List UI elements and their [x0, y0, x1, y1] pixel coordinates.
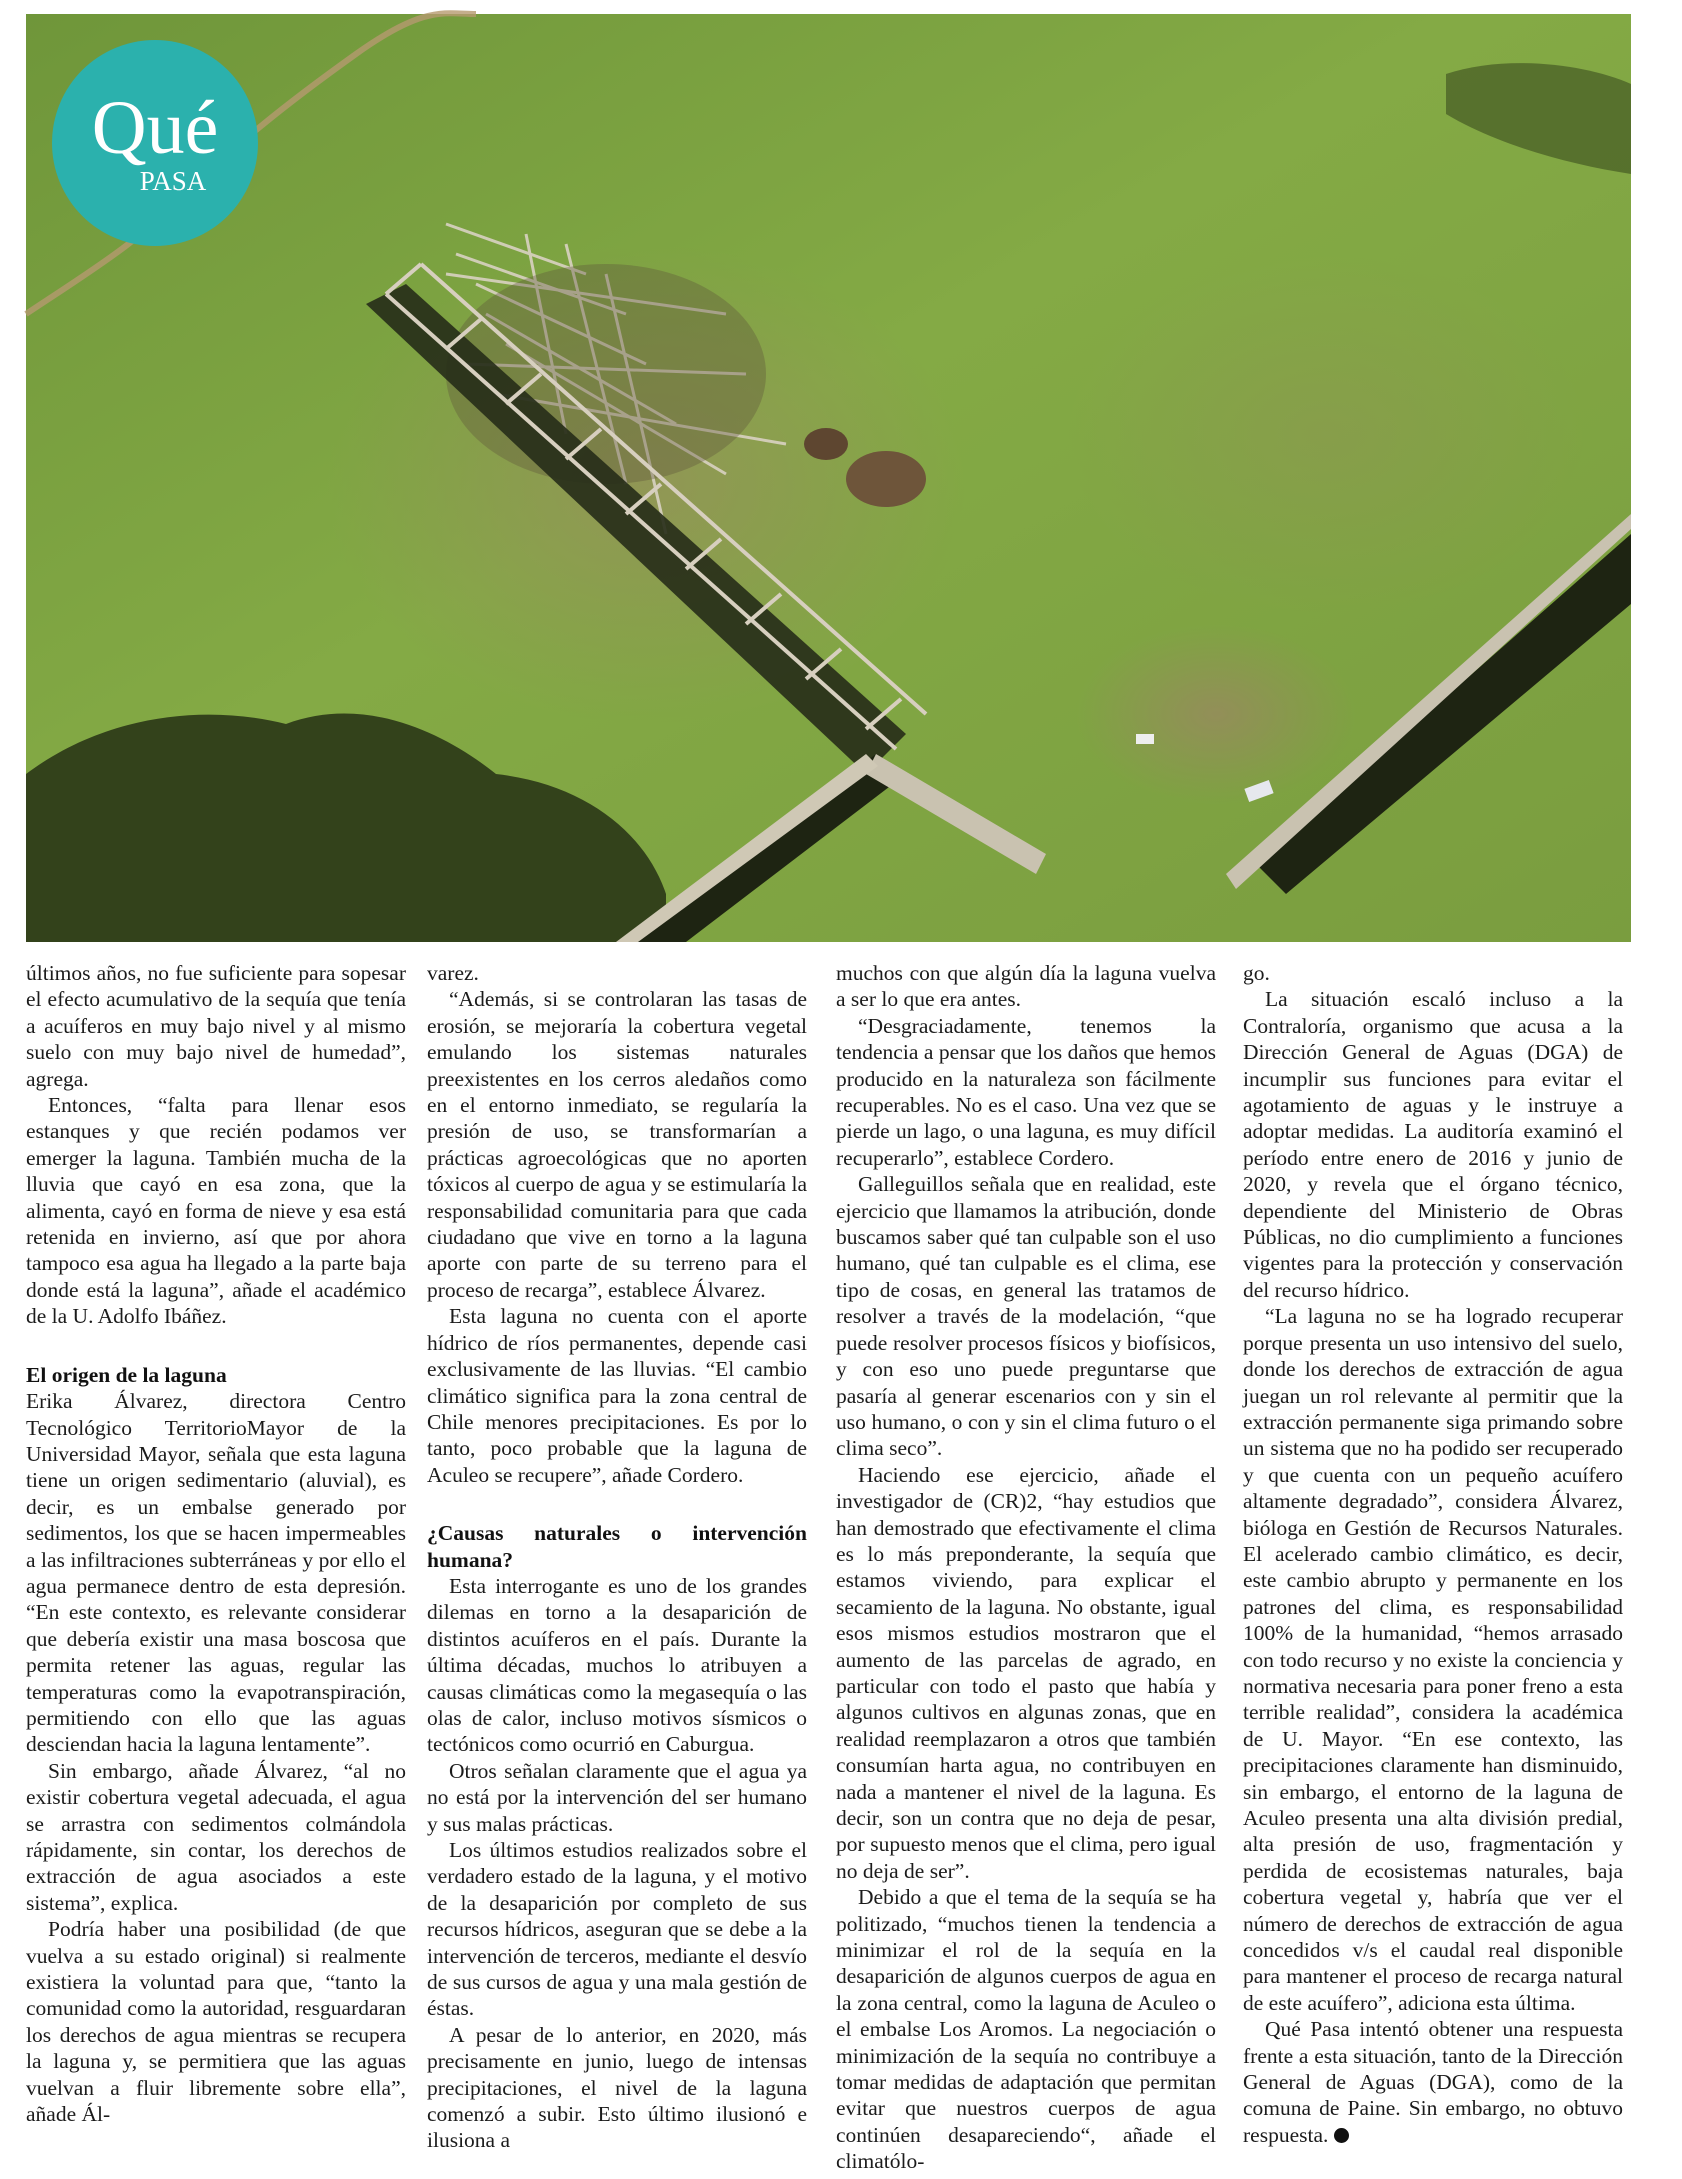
que-pasa-logo-badge: [50, 38, 260, 248]
paragraph: go.: [1243, 961, 1270, 985]
article-column-4: [1243, 960, 1623, 2160]
paragraph: Erika Álvarez, directora Centro Tecnológico TerritorioMayor de la Universidad Mayor, señala que esta laguna tiene un origen sedimentario (aluvial), es decir, es un embalse generado por sedimentos, los que se hacen impermeables a las infiltraciones subterráneas y por ello el agua permanece dentro de esta depresión. “En este contexto, es relevante considerar que debería existir una masa boscosa que permita retener las aguas, regular las temperaturas como la evapotranspiración, permitiendo con ello que las aguas desciendan hacia la laguna lentamente”.: [26, 1389, 406, 1757]
paragraph-text: Qué Pasa intentó obtener una respuesta frente a esta situación, tanto de la Dirección General de Aguas (DGA), como de la comuna de Paine. Sin embargo, no obtuvo respuesta.: [1243, 2017, 1623, 2147]
paragraph: Otros señalan claramente que el agua ya no está por la intervención del ser humano y sus malas prácticas.: [427, 1758, 807, 1836]
soil-mound: [846, 451, 926, 507]
paragraph: muchos con que algún día la laguna vuelva a ser lo que era antes.: [836, 961, 1216, 1012]
soil-mound: [804, 428, 848, 460]
paragraph: “La laguna no se ha logrado recuperar porque presenta un uso intensivo del suelo, donde los derechos de extracción de agua juegan un rol relevante al permitir que la extracción permanente siga primando sobre un sistema que no ha podido ser recuperado y que cuenta con un pequeño acuífero altamente degradado”, considera Álvarez, bióloga en Gestión de Recursos Naturales. El acelerado cambio climático, es decir, este cambio abrupto y permanente en los patrones del clima, es responsabilidad 100% de la humanidad, “hemos arrasado con todo recurso y no existe la conciencia y normativa necesaria para poner freno a esta terrible realidad”, considera la académica de U. Mayor. “En ese contexto, las precipitaciones claramente han disminuido, sin embargo, el entorno de la laguna de Aculeo presenta una alta división predial, alta presión de uso, fragmentación y perdida de ecosistemas naturales, baja cobertura vegetal y, habría que ver el número de derechos de extracción de agua concedidos v/s el caudal real disponible para mantener el proceso de recarga natural de este acuífero”, adiciona esta última.: [1243, 1304, 1623, 2015]
dry-patch: [1076, 624, 1356, 804]
paragraph: “Desgraciadamente, tenemos la tendencia a pensar que los daños que hemos producido en la naturaleza son fácilmente recuperables. No es el caso. Una vez que se pierde un lago, o una laguna, es muy difícil recuperarlo”, establece Cordero.: [836, 1013, 1216, 1170]
plastic-debris: [1136, 734, 1154, 744]
section-heading: El origen de la laguna: [26, 1362, 227, 1387]
paragraph: Debido a que el tema de la sequía se ha politizado, “muchos tienen la tendencia a minimizar el rol de la sequía en la desaparición de algunos cuerpos de agua en la zona central, como la laguna de Aculeo o el embalse Los Aromos. La negociación o minimización de la sequía no contribuye a tomar medidas de adaptación que permitan evitar que nuestros cuerpos de agua continúen desapareciendo“, añade el climatólo-: [836, 1885, 1216, 2174]
paragraph: A pesar de lo anterior, en 2020, más precisamente en junio, luego de intensas precipitaciones, el nivel de la laguna comenzó a subir. Esto último ilusionó e ilusiona a: [427, 2022, 807, 2153]
badge-subtitle: PASA: [139, 166, 207, 196]
paragraph: Los últimos estudios realizados sobre el verdadero estado de la laguna, y el motivo de la desaparición por completo de sus recursos hídricos, aseguran que se debe a la intervención de terceros, mediante el desvío de sus cursos de agua y una mala gestión de éstas.: [427, 1838, 807, 2021]
paragraph: Sin embargo, añade Álvarez, “al no existir cobertura vegetal adecuada, el agua se arrastra con sedimentos colmándola rápidamente, sin contar, los derechos de extracción de agua asociados a este sistema”, explica.: [26, 1758, 406, 1915]
article-column-2: [427, 960, 807, 2160]
paragraph: varez.: [427, 961, 479, 985]
paragraph-final: [1243, 2016, 1623, 2148]
badge-title: Qué: [91, 86, 219, 170]
dry-patch: [1066, 254, 1586, 614]
section-heading: ¿Causas naturales o intervención humana?: [427, 1521, 807, 1572]
paragraph: Esta laguna no cuenta con el aporte hídrico de ríos permanentes, depende casi exclusivamente de las lluvias. “El cambio climático significa para la zona central de Chile menores precipitaciones. Es por lo tanto, poco probable que la laguna de Aculeo se recupere”, añade Cordero.: [427, 1304, 807, 1487]
paragraph: Esta interrogante es uno de los grandes dilemas en torno a la desaparición de distintos acuíferos en el país. Durante la última décadas, muchos lo atribuyen a causas climáticas como la megasequía o las olas de calor, incluso motivos sísmicos o tectónicos como ocurrió en Caburgua.: [427, 1573, 807, 1757]
paragraph: Haciendo ese ejercicio, añade el investigador de (CR)2, “hay estudios que han demostrado que efectivamente el clima es lo más preponderante, la sequía que estamos viviendo, para explicar el secamiento de la laguna. No obstante, igual esos mismos estudios mostraron que el aumento de las parcelas de agrado, en particular con todo el pasto que había y algunos cultivos en algunas zonas, que en realidad reemplazaron a otros que también consumían harta agua, no contribuyen en nada a mantener el nivel de la laguna. Es decir, son un contra que no deja de pesar, por supuesto menos que el clima, pero igual no deja de ser”.: [836, 1462, 1216, 1883]
paragraph: Entonces, “falta para llenar esos estanques y que recién podamos ver emerger la laguna. También mucha de la lluvia que cayó en esa zona, que la alimenta, cayó en forma de nieve y esa está retenida en invierno, así que por ahora tampoco esa agua ha llegado a la parte baja donde está la laguna”, añade el académico de la U. Adolfo Ibáñez.: [26, 1093, 406, 1329]
paragraph: últimos años, no fue suficiente para sopesar el efecto acumulativo de la sequía que tenía a acuíferos en muy bajo nivel y al mismo suelo con muy bajo nivel de humedad”, agrega.: [26, 961, 406, 1091]
paragraph: Galleguillos señala que en realidad, este ejercicio que llamamos la atribución, donde buscamos saber qué tan culpable son el uso humano, qué tan culpable es el clima, ese tipo de cosas, en general las tratamos de resolver a través de la modelación, “que puede resolver procesos físicos y biofísicos, y con eso uno puede preguntarse que pasaría al generar escenarios con y sin el uso humano, o con y sin el clima futuro o el clima seco”.: [836, 1172, 1216, 1461]
paragraph: “Además, si se controlaran las tasas de erosión, se mejoraría la cobertura vegetal emulando los sistemas naturales preexistentes en los cerros aledaños como en el entorno inmediato, se regularía la presión de uso, se transformarían a prácticas agroecológicas que no aporten tóxicos al cuerpo de agua y se estimularía la responsabilidad comunitaria para que cada ciudadano que vive en torno a la laguna aporte con parte de su terreno para el proceso de recarga”, establece Álvarez.: [427, 987, 807, 1302]
aerial-dry-lagoon-photo: [26, 14, 1631, 942]
paragraph: Podría haber una posibilidad (de que vuelva a su estado original) si realmente existiera la voluntad para que, “tanto la comunidad como la autoridad, resguardaran los derechos de agua mientras se recupera la laguna y, se permitiera que las aguas vuelvan a fluir libremente sobre ella”, añade Ál-: [26, 1917, 406, 2127]
article-column-1: [26, 960, 406, 2160]
paragraph: La situación escaló incluso a la Contraloría, organismo que acusa a la Dirección General de Aguas (DGA) de incumplir sus funciones para evitar el agotamiento de aguas y le instruye a adoptar medidas. La auditoría examinó el período entre enero de 2016 y junio de 2020, y revela que el órgano técnico, dependiente del Ministerio de Obras Públicas, no dio cumplimiento a funciones vigentes para la protección y conservación del recurso hídrico.: [1243, 987, 1623, 1302]
end-of-article-dot-icon: [1334, 2128, 1349, 2143]
article-column-3: [836, 960, 1216, 2174]
